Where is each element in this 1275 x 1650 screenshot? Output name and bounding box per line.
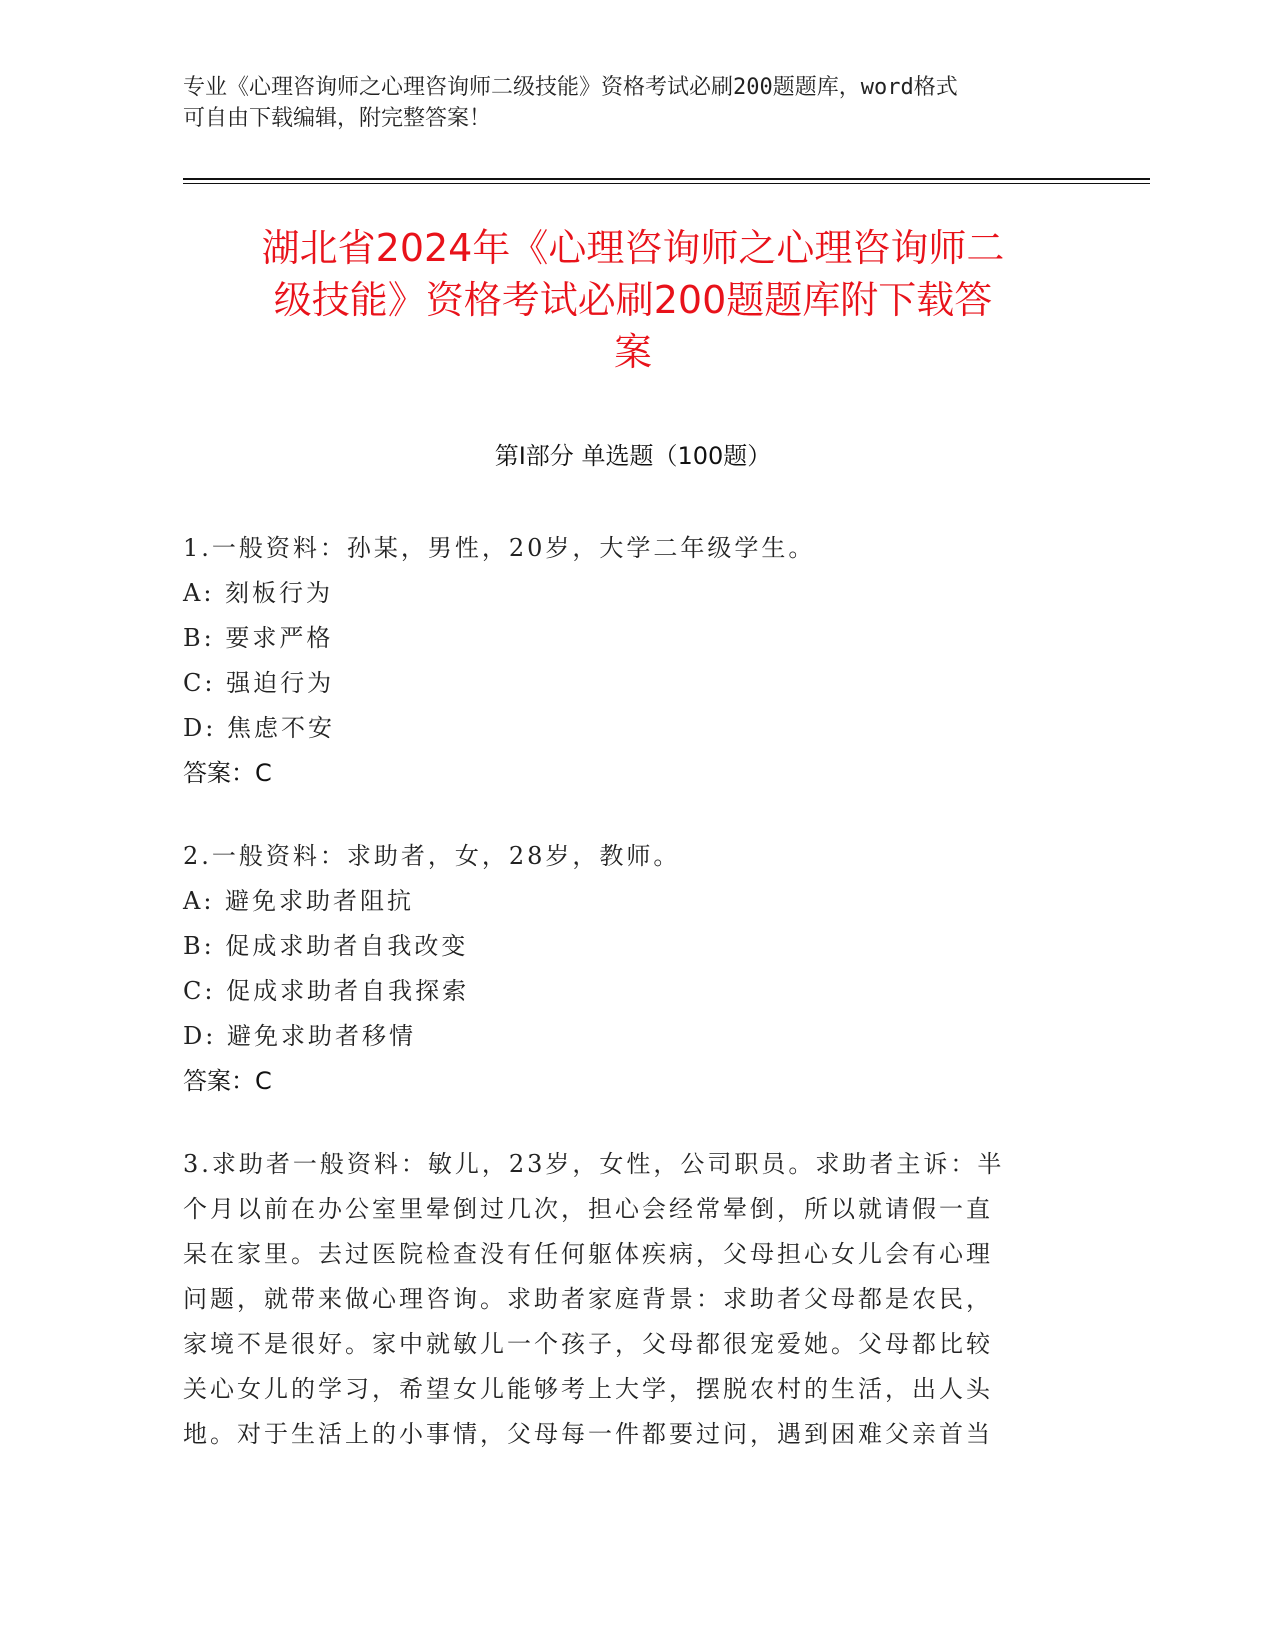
header-divider-thick [183,178,1150,180]
question-3 [183,1142,1063,1457]
option-c: C: 强迫行为 [183,669,335,697]
question-text-line: 关心女儿的学习，希望女儿能够考上大学，摆脱农村的生活，出人头 [183,1375,993,1403]
header-line-1: 专业《心理咨询师之心理咨询师二级技能》资格考试必刷200题题库，word格式 [183,75,958,100]
question-text: 1.一般资料：孙某，男性，20岁，大学二年级学生。 [183,534,816,562]
header-divider-thin [183,183,1150,184]
title-line-3: 案 [613,330,652,374]
title-line-2: 级技能》资格考试必刷200题题库附下载答 [273,278,993,322]
question-text: 2.一般资料：求助者，女，28岁，教师。 [183,842,681,870]
option-d: D: 焦虑不安 [183,714,335,742]
question-text-line: 3.求助者一般资料：敏儿，23岁，女性，公司职员。求助者主诉：半 [183,1150,1005,1178]
option-b: B: 促成求助者自我改变 [183,932,469,960]
option-b: B: 要求严格 [183,624,334,652]
question-text-line: 问题，就带来做心理咨询。求助者家庭背景：求助者父母都是农民， [183,1285,993,1313]
question-2 [183,834,1063,1104]
question-text-line: 个月以前在办公室里晕倒过几次，担心会经常晕倒，所以就请假一直 [183,1195,993,1223]
option-c: C: 促成求助者自我探索 [183,977,470,1005]
document-title [183,222,1083,378]
answer: 答案：C [183,759,272,787]
answer: 答案：C [183,1067,272,1095]
document-header [183,72,1063,134]
question-text-line: 地。对于生活上的小事情，父母每一件都要过问，遇到困难父亲首当 [183,1420,993,1448]
option-a: A: 避免求助者阻抗 [183,887,415,915]
title-line-1: 湖北省2024年《心理咨询师之心理咨询师二 [261,226,1005,270]
option-a: A: 刻板行为 [183,579,334,607]
question-1 [183,526,1063,796]
section-heading: 第I部分 单选题（100题） [494,442,772,470]
question-text-line: 呆在家里。去过医院检查没有任何躯体疾病，父母担心女儿会有心理 [183,1240,993,1268]
question-list [183,526,1063,1495]
option-d: D: 避免求助者移情 [183,1022,416,1050]
header-line-2: 可自由下载编辑，附完整答案！ [183,106,492,131]
question-text-line: 家境不是很好。家中就敏儿一个孩子，父母都很宠爱她。父母都比较 [183,1330,993,1358]
